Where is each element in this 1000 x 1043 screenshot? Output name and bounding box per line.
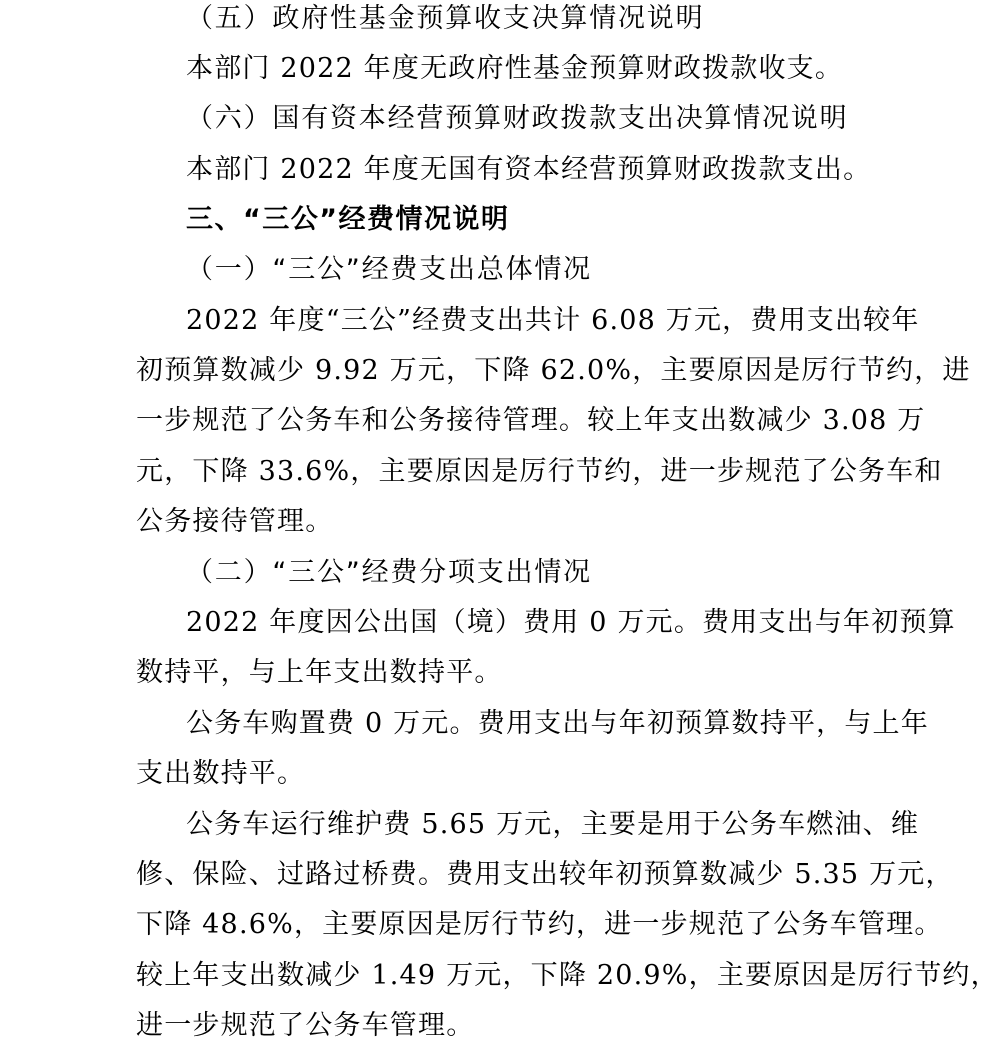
paragraph-vehicle-maintenance-line-1: 公务车运行维护费 5.65 万元，主要是用于公务车燃油、维 — [186, 809, 920, 840]
paragraph-abroad-line-1: 2022 年度因公出国（境）费用 0 万元。费用支出与年初预算 — [186, 607, 956, 638]
section-heading-government-fund: （五）政府性基金预算收支决算情况说明 — [186, 3, 705, 34]
paragraph-state-capital: 本部门 2022 年度无国有资本经营预算财政拨款支出。 — [186, 154, 872, 185]
paragraph-vehicle-maintenance-line-5: 进一步规范了公务车管理。 — [136, 1010, 475, 1041]
paragraph-vehicle-purchase-line-1: 公务车购置费 0 万元。费用支出与年初预算数持平，与上年 — [186, 708, 929, 739]
paragraph-vehicle-maintenance-line-4: 较上年支出数减少 1.49 万元，下降 20.9%，主要原因是厉行节约， — [136, 960, 999, 991]
paragraph-government-fund: 本部门 2022 年度无政府性基金预算财政拨款收支。 — [186, 53, 844, 84]
paragraph-overall-line-1: 2022 年度“三公”经费支出共计 6.08 万元，费用支出较年 — [186, 305, 920, 336]
paragraph-overall-line-2: 初预算数减少 9.92 万元，下降 62.0%，主要原因是厉行节约，进 — [136, 355, 971, 386]
paragraph-vehicle-maintenance-line-2: 修、保险、过路过桥费。费用支出较年初预算数减少 5.35 万元， — [136, 859, 954, 890]
paragraph-overall-line-3: 一步规范了公务车和公务接待管理。较上年支出数减少 3.08 万 — [136, 405, 926, 436]
section-heading-state-capital: （六）国有资本经营预算财政拨款支出决算情况说明 — [186, 103, 849, 134]
sub-heading-itemized: （二）“三公”经费分项支出情况 — [186, 557, 592, 588]
paragraph-vehicle-purchase-line-2: 支出数持平。 — [136, 758, 306, 789]
section-heading-three-public: 三、“三公”经费情况说明 — [186, 204, 510, 235]
paragraph-vehicle-maintenance-line-3: 下降 48.6%，主要原因是厉行节约，进一步规范了公务车管理。 — [136, 909, 943, 940]
paragraph-overall-line-4: 元，下降 33.6%，主要原因是厉行节约，进一步规范了公务车和 — [136, 456, 943, 487]
sub-heading-overall: （一）“三公”经费支出总体情况 — [186, 254, 592, 285]
paragraph-overall-line-5: 公务接待管理。 — [136, 506, 334, 537]
paragraph-abroad-line-2: 数持平，与上年支出数持平。 — [136, 657, 503, 688]
